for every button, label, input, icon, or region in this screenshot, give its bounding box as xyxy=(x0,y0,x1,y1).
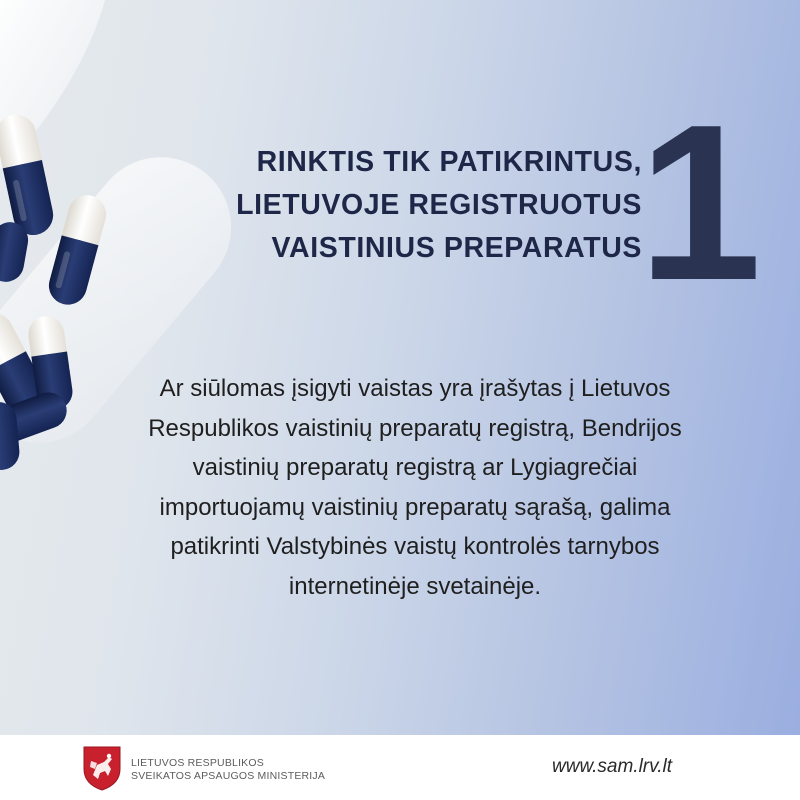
coat-of-arms-icon xyxy=(82,745,122,791)
ministry-name-line: LIETUVOS RESPUBLIKOS xyxy=(131,757,264,769)
headline xyxy=(82,141,642,270)
website-link[interactable]: www.sam.lrv.lt xyxy=(552,756,672,777)
footer xyxy=(0,735,800,800)
step-number: 1 xyxy=(638,79,756,327)
body-line: Respublikos vaistinių preparatų registrą, Bendrijos xyxy=(148,414,682,442)
body-line: internetinėje svetainėje. xyxy=(288,572,542,600)
body-line: Ar siūlomas įsigyti vaistas yra įrašytas į Lietuvos xyxy=(159,375,671,402)
body-line: patikrinti Valstybinės vaistų kontrolės tarnybos xyxy=(170,533,660,560)
capsule-icon xyxy=(0,111,57,239)
headline-line: LIETUVOJE REGISTRUOTUS xyxy=(236,189,642,221)
body-line: vaistinių preparatų registrą ar Lygiagrečiai xyxy=(192,454,638,481)
headline-line: VAISTINIUS PREPARATUS xyxy=(271,232,642,264)
ministry-name xyxy=(131,757,325,782)
body-line: importuojamų vaistinių preparatų sąrašą, galima xyxy=(159,493,671,521)
body-paragraph xyxy=(70,369,760,606)
ministry-name-line: SVEIKATOS APSAUGOS MINISTERIJA xyxy=(131,769,326,782)
headline-line: RINKTIS TIK PATIKRINTUS, xyxy=(256,146,642,178)
